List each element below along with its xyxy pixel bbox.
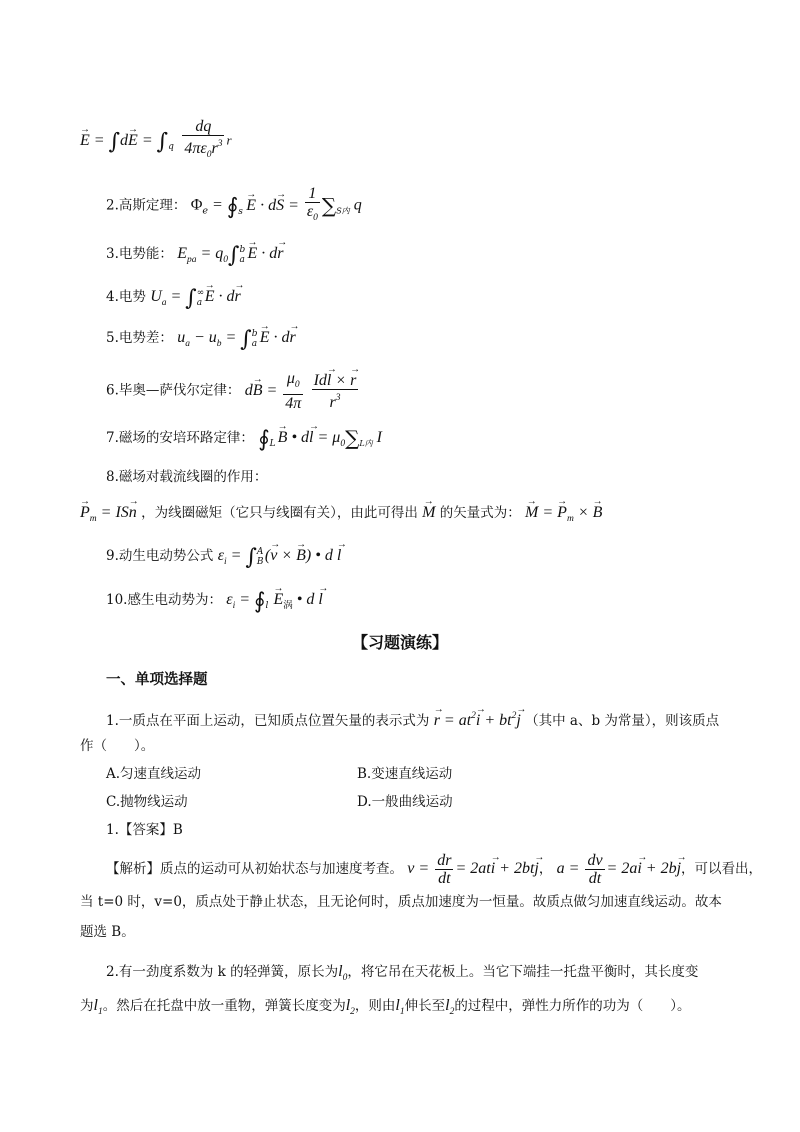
ampere-label: 7.磁场的安培环路定律： xyxy=(106,430,254,446)
q1-option-d[interactable]: D.一般曲线运动 xyxy=(357,794,453,810)
formula-electric-field: → E = ∫d→ E = ∫ q $\frac{dq}{4\pi\varepsilon_0r^3}$ r xyxy=(80,118,232,164)
q1-stem: 1.一质点在平面上运动，已知质点位置矢量的表示式为 → $r = at^2\to i + bt^2\to j$ （其中 a、b 为常量），则该质点 xyxy=(106,706,719,731)
q1-stem-part1: 1.一质点在平面上运动，已知质点位置矢量的表示式为 xyxy=(106,713,430,729)
q1-answer: 1.【答案】B xyxy=(106,822,183,838)
q1-option-c[interactable]: C.抛物线运动 xyxy=(106,794,188,810)
magnetic-moment-desc1: ，为线圈磁矩（它只与线圈有关），由此可得出 xyxy=(141,505,418,521)
q1-analysis-suffix: ，可以看出， xyxy=(681,861,763,877)
formula-gauss-law: 2.高斯定理： $\Phi_e$ = ∮ s → E · d→ S = $\frac{1}{\varepsilon_0}$ $\sum_{S内}$ q xyxy=(106,185,362,227)
q2-line1a: 2.有一劲度系数为 k 的轻弹簧，原长为 xyxy=(106,964,339,980)
q1-stem-line2: 作（ ）。 xyxy=(80,738,155,754)
induced-emf-label: 10.感生电动势为： xyxy=(106,592,222,608)
q1-option-b[interactable]: B.变速直线运动 xyxy=(357,766,453,782)
q1-analysis: 【解析】质点的运动可从初始状态与加速度考查。 v = $\frac{dr}{dt}$ = 2at→ i + 2bt→ j， a = $\frac{dv}{dt}$ = 2a→ i + 2b→ j，可以看出， xyxy=(106,852,762,887)
potential-energy-label: 3.电势能： xyxy=(106,246,173,262)
magnetic-moment-line: → $P_m = IS\to n$ ，为线圈磁矩（它只与线圈有关），由此可得出 → M 的矢量式为： → M = → $P_m$ × → B xyxy=(80,503,602,529)
potential-difference-label: 5.电势差： xyxy=(106,330,173,346)
magnetic-moment-desc2: 的矢量式为： xyxy=(439,505,521,521)
q1-analysis-line3: 题选 B。 xyxy=(80,924,135,940)
formula-motional-emf: 9.动生电动势公式 $\varepsilon_i$ = ∫ A B (→ v × → B) • d → l xyxy=(106,546,341,572)
q2-line2d: 伸长至 xyxy=(404,998,446,1014)
q2-line2c: ，则由 xyxy=(354,998,396,1014)
exercise-heading: 【习题演练】 xyxy=(351,633,448,652)
gauss-label: 2.高斯定理： xyxy=(106,197,187,214)
magnetic-torque-label: 8.磁场对载流线圈的作用： xyxy=(106,469,268,485)
q2-line2a: 为 xyxy=(80,998,94,1014)
q2-stem-line1: 2.有一劲度系数为 k 的轻弹簧，原长为$l_0$，将它吊在天花板上。当它下端挂一托盘平衡时，其长度变 xyxy=(106,963,699,983)
formula-ampere-law: 7.磁场的安培环路定律： ∮ L → B • $d\to l = \mu_0\sum_{L内}$ I xyxy=(106,428,382,454)
q2-stem-line2: 为$l_1$。然后在托盘中放一重物，弹簧长度变为$l_2$，则由$l_1$伸长至$l_2$的过程中，弹性力所作的功为（ ）。 xyxy=(80,997,691,1017)
formula-biot-savart: 6.毕奥—萨伐尔定律： d→ B = $\frac{\mu_0}{4\pi}$ $\frac{Id\to l \times \to r}{r^3}$ xyxy=(106,370,360,412)
formula-potential-energy: 3.电势能： $E_{pa} = q_0\int$ b a → E · d→ r xyxy=(106,244,284,270)
section-title: 一、单项选择题 xyxy=(106,672,208,688)
q1-stem-part2: （其中 a、b 为常量），则该质点 xyxy=(525,713,720,729)
motional-emf-label: 9.动生电动势公式 xyxy=(106,548,214,564)
potential-label: 4.电势 xyxy=(106,289,146,305)
q2-line2e: 的过程中，弹性力所作的功为（ ）。 xyxy=(454,998,691,1014)
formula-potential: 4.电势 $U_a$ = ∫ ∞ a → E · d→ r xyxy=(106,287,241,313)
q2-line2b: 。然后在托盘中放一重物，弹簧长度变为 xyxy=(102,998,346,1014)
biot-savart-label: 6.毕奥—萨伐尔定律： xyxy=(106,382,241,399)
q1-analysis-line2: 当 t=0 时，v=0，质点处于静止状态，且无论何时，质点加速度为一恒量。故质点做匀加速直线运动。故本 xyxy=(80,894,722,910)
formula-induced-emf: 10.感生电动势为： $\varepsilon_i$ = ∮ l → $E_涡$ • d → l xyxy=(106,590,323,616)
q1-analysis-prefix: 【解析】质点的运动可从初始状态与加速度考查。 xyxy=(106,861,403,877)
q1-option-a[interactable]: A.匀速直线运动 xyxy=(106,766,202,782)
formula-potential-difference: 5.电势差： $u_a - u_b$ = ∫ b a → E · d→ r xyxy=(106,328,296,354)
q2-line1b: ，将它吊在天花板上。当它下端挂一托盘平衡时，其长度变 xyxy=(347,964,699,980)
